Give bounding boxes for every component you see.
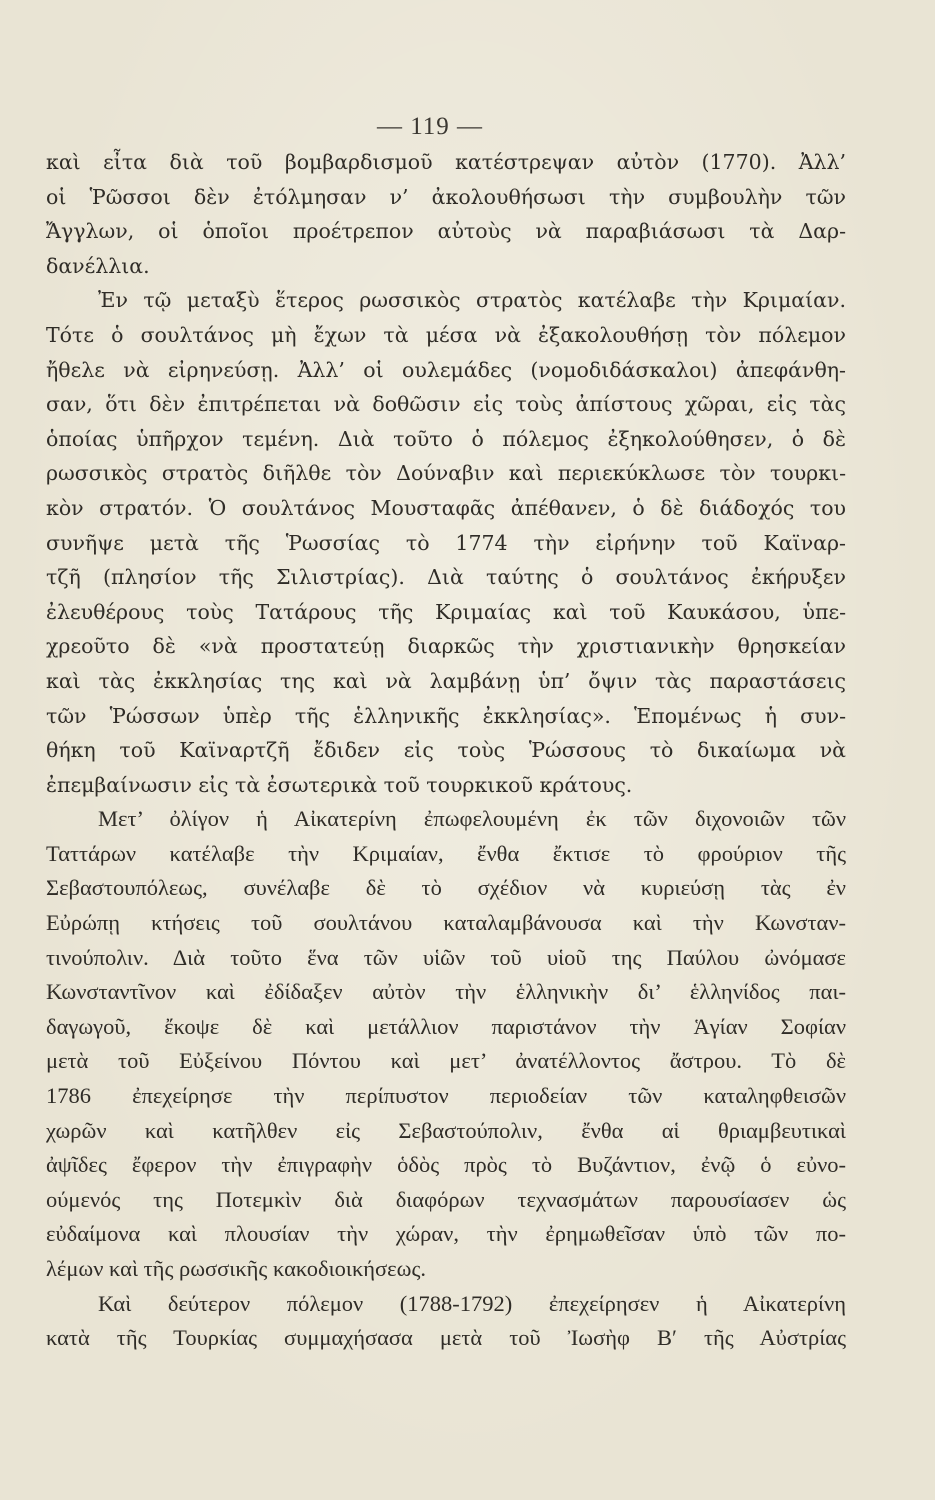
text-line: καὶ τὰς ἐκκλησίας της καὶ νὰ λαμβάνῃ ὑπ’ ὄψιν τὰς παραστάσεις xyxy=(46,668,846,693)
text-line: σαν, ὅτι δὲν ἐπιτρέπεται νὰ δοθῶσιν εἰς τοὺς ἀπίστους χῶραι, εἰς τὰς xyxy=(46,392,846,417)
text-line: δαγωγοῦ, ἔκοψε δὲ καὶ μετάλλιον παριστάνον τὴν Ἁγίαν Σοφίαν xyxy=(46,1013,846,1039)
paragraph-start: Μετ’ ὀλίγον ἡ Αἰκατερίνη ἐπωφελουμένη ἐκ τῶν διχονοιῶν τῶν xyxy=(98,806,846,832)
text-line: Τότε ὁ σουλτάνος μὴ ἔχων τὰ μέσα νὰ ἐξακολουθήσῃ τὸν πόλεμον xyxy=(46,322,846,347)
text-line: οἱ Ῥῶσσοι δὲν ἐτόλμησαν ν’ ἀκολουθήσωσι τὴν συμβουλὴν τῶν xyxy=(46,184,846,209)
text-line: 1786 ἐπεχείρησε τὴν περίπυστον περιοδείαν τῶν καταληφθεισῶν xyxy=(46,1083,846,1109)
body-text xyxy=(46,145,846,1356)
text-line: τῶν Ῥώσσων ὑπὲρ τῆς ἑλληνικῆς ἐκκλησίας». Ἑπομένως ἡ συν- xyxy=(46,703,846,728)
text-line: θήκη τοῦ Καϊναρτζῆ ἔδιδεν εἰς τοὺς Ῥώσσους τὸ δικαίωμα νὰ xyxy=(46,738,846,763)
text-line: κὸν στρατόν. Ὁ σουλτάνος Μουσταφᾶς ἀπέθανεν, ὁ δὲ διάδοχός του xyxy=(46,495,846,520)
text-line: τζῆ (πλησίον τῆς Σιλιστρίας). Διὰ ταύτης ὁ σουλτάνος ἐκήρυξεν xyxy=(46,565,846,590)
text-line: κατὰ τῆς Τουρκίας συμμαχήσασα μετὰ τοῦ Ἰωσὴφ Β′ τῆς Αὐστρίας xyxy=(46,1325,846,1351)
page-number: — 119 — xyxy=(376,113,484,140)
text-line: ἐπεμβαίνωσιν εἰς τὰ ἐσωτερικὰ τοῦ τουρκικοῦ κράτους. xyxy=(46,772,633,797)
text-line: καὶ εἶτα διὰ τοῦ βομβαρδισμοῦ κατέστρεψαν αὐτὸν (1770). Ἀλλ’ xyxy=(46,150,846,174)
text-line: λέμων καὶ τῆς ρωσσικῆς κακοδιοικήσεως. xyxy=(46,1256,426,1281)
paragraph-start: Καὶ δεύτερον πόλεμον (1788-1792) ἐπεχείρησεν ἡ Αἰκατερίνη xyxy=(98,1290,846,1316)
text-line: ἤθελε νὰ εἰρηνεύσῃ. Ἀλλ’ οἱ ουλεμάδες (νομοδιδάσκαλοι) ἀπεφάνθη- xyxy=(46,357,846,382)
text-line: συνῆψε μετὰ τῆς Ῥωσσίας τὸ 1774 τὴν εἰρήνην τοῦ Καϊναρ- xyxy=(46,530,846,555)
text-line: μετὰ τοῦ Εὐξείνου Πόντου καὶ μετ’ ἀνατέλλοντος ἄστρου. Τὸ δὲ xyxy=(46,1048,846,1074)
text-line: ρωσσικὸς στρατὸς διῆλθε τὸν Δούναβιν καὶ περιεκύκλωσε τὸν τουρκι- xyxy=(46,461,846,486)
text-line: Σεβαστουπόλεως, συνέλαβε δὲ τὸ σχέδιον νὰ κυριεύσῃ τὰς ἐν xyxy=(46,875,846,901)
text-line: τινούπολιν. Διὰ τοῦτο ἕνα τῶν υἱῶν τοῦ υἱοῦ της Παύλου ὠνόμασε xyxy=(46,944,846,970)
text-line: Εὐρώπῃ κτήσεις τοῦ σουλτάνου καταλαμβάνουσα καὶ τὴν Κωνσταν- xyxy=(46,910,846,936)
text-line: χωρῶν καὶ κατῆλθεν εἰς Σεβαστούπολιν, ἔνθα αἱ θριαμβευτικαὶ xyxy=(46,1117,846,1143)
text-line: ὁποίας ὑπῆρχον τεμένη. Διὰ τοῦτο ὁ πόλεμος ἐξηκολούθησεν, ὁ δὲ xyxy=(46,426,846,451)
text-line: Κωνσταντῖνον καὶ ἐδίδαξεν αὐτὸν τὴν ἑλληνικὴν δι’ ἑλληνίδος παι- xyxy=(46,979,846,1005)
text-line: εὐδαίμονα καὶ πλουσίαν τὴν χώραν, τὴν ἐρημωθεῖσαν ὑπὸ τῶν πο- xyxy=(46,1221,846,1247)
text-line: ἀψῖδες ἔφερον τὴν ἐπιγραφὴν ὁδὸς πρὸς τὸ Βυζάντιον, ἐνῷ ὁ εὐνο- xyxy=(46,1152,846,1178)
text-line: δανέλλια. xyxy=(46,253,150,278)
text-line: ούμενός της Ποτεμκὶν διὰ διαφόρων τεχνασμάτων παρουσίασεν ὡς xyxy=(46,1186,846,1212)
text-line: Ταττάρων κατέλαβε τὴν Κριμαίαν, ἔνθα ἔκτισε τὸ φρούριον τῆς xyxy=(46,840,846,866)
text-line: Ἄγγλων, οἱ ὁποῖοι προέτρεπον αὐτοὺς νὰ παραβιάσωσι τὰ Δαρ- xyxy=(46,219,846,244)
text-line: ἐλευθέρους τοὺς Τατάρους τῆς Κριμαίας καὶ τοῦ Καυκάσου, ὑπε- xyxy=(46,599,846,624)
text-line: χρεοῦτο δὲ «νὰ προστατεύῃ διαρκῶς τὴν χριστιανικὴν θρησκείαν xyxy=(46,634,846,659)
paragraph-start: Ἐν τῷ μεταξὺ ἕτερος ρωσσικὸς στρατὸς κατέλαβε τὴν Κριμαίαν. xyxy=(98,288,846,313)
